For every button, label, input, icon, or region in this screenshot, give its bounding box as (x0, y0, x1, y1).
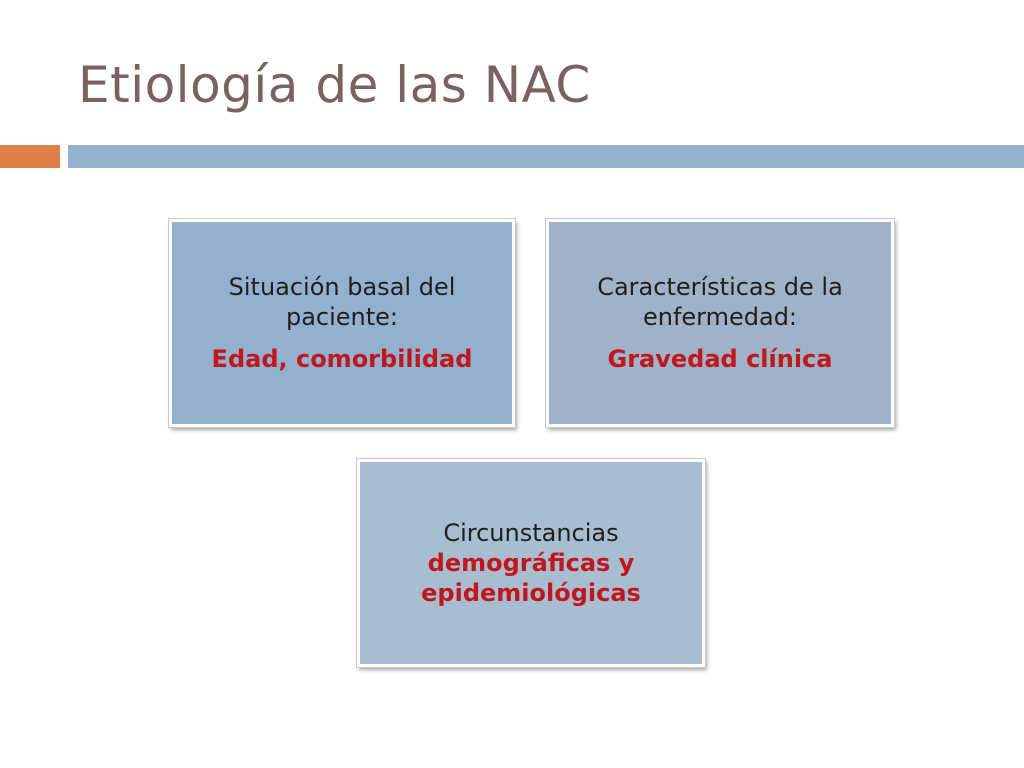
accent-bar-orange (0, 145, 60, 168)
slide-title: Etiología de las NAC (78, 56, 591, 114)
box-highlight: Edad, comorbilidad (211, 345, 473, 373)
box-label: Circunstancias (443, 519, 619, 547)
accent-bar-blue (68, 145, 1024, 168)
box-highlight: Gravedad clínica (607, 345, 833, 373)
box-disease-characteristics (546, 219, 894, 427)
box-label: Situación basal del paciente: (228, 273, 456, 331)
box-highlight: demográficas y epidemiológicas (421, 549, 641, 607)
box-circumstances (357, 459, 705, 667)
box-label: Características de la enfermedad: (597, 273, 843, 331)
box-baseline-situation (169, 219, 515, 427)
